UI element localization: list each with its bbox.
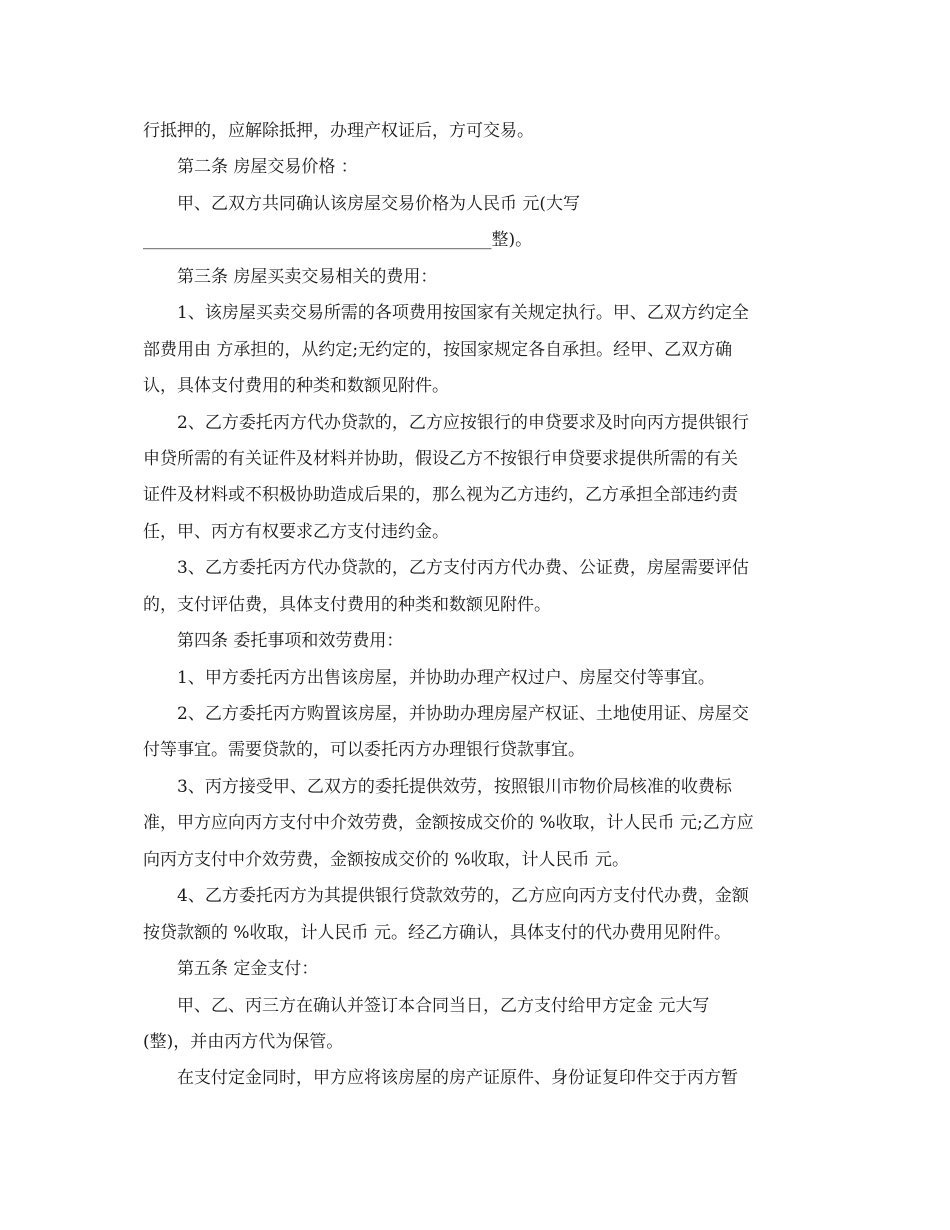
text-line: 2、乙方委托丙方代办贷款的，乙方应按银行的申贷要求及时向丙方提供银行 bbox=[177, 412, 749, 433]
text-line: 行抵押的，应解除抵押，办理产权证后，方可交易。 bbox=[143, 121, 534, 141]
text-line: 第五条 定金支付： bbox=[177, 959, 319, 980]
text-line: 申贷所需的有关证件及材料并协助，假设乙方不按银行申贷要求提供所需的有关 bbox=[143, 448, 738, 469]
text-line: 第二条 房屋交易价格 ： bbox=[177, 157, 358, 178]
text-line: 3、丙方接受甲、乙双方的委托提供效劳，按照银川市物价局核准的收费标 bbox=[177, 776, 732, 797]
text-line: 甲、乙、丙三方在确认并签订本合同当日，乙方支付给甲方定金 元大写 bbox=[177, 995, 710, 1016]
text-line: _________________________________________整)。 bbox=[143, 230, 533, 251]
text-line: 3、乙方委托丙方代办贷款的，乙方支付丙方代办费、公证费，房屋需要评估 bbox=[177, 558, 749, 579]
text-line: 4、乙方委托丙方为其提供银行贷款效劳的，乙方应向丙方支付代办费，金额 bbox=[177, 886, 749, 907]
text-line: 在支付定金同时，甲方应将该房屋的房产证原件、身份证复印件交于丙方暂 bbox=[177, 1068, 738, 1089]
contract-text-body bbox=[143, 113, 807, 1097]
text-line: 认，具体支付费用的种类和数额见附件。 bbox=[143, 376, 449, 397]
text-line: 任，甲、丙方有权要求乙方支付违约金。 bbox=[143, 521, 449, 542]
text-line: 向丙方支付中介效劳费，金额按成交价的 %收取，计人民币 元。 bbox=[143, 849, 629, 870]
text-line: 甲、乙双方共同确认该房屋交易价格为人民币 元(大写 bbox=[177, 193, 581, 214]
text-line: 的，支付评估费，具体支付费用的种类和数额见附件。 bbox=[143, 594, 551, 615]
text-line: 第三条 房屋买卖交易相关的费用： bbox=[177, 266, 438, 287]
text-line: 第四条 委托事项和效劳费用： bbox=[177, 631, 404, 652]
text-line: 2、乙方委托丙方购置该房屋，并协助办理房屋产权证、土地使用证、房屋交 bbox=[177, 704, 749, 724]
text-line: 1、该房屋买卖交易所需的各项费用按国家有关规定执行。甲、乙双方约定全 bbox=[177, 303, 749, 324]
text-line: 证件及材料或不积极协助造成后果的，那么视为乙方违约，乙方承担全部违约责 bbox=[143, 485, 738, 506]
text-line: 准，甲方应向丙方支付中介效劳费，金额按成交价的 %收取，计人民币 元;乙方应 bbox=[143, 813, 754, 834]
text-line: 按贷款额的 %收取，计人民币 元。经乙方确认，具体支付的代办费用见附件。 bbox=[143, 922, 731, 943]
text-line: 1、甲方委托丙方出售该房屋，并协助办理产权过户、房屋交付等事宜。 bbox=[177, 667, 715, 688]
text-line: 部费用由 方承担的，从约定;无约定的，按国家规定各自承担。经甲、乙双方确 bbox=[143, 339, 733, 360]
text-line: (整)，并由丙方代为保管。 bbox=[143, 1031, 344, 1052]
text-line: 付等事宜。需要贷款的，可以委托丙方办理银行贷款事宜。 bbox=[143, 740, 585, 761]
